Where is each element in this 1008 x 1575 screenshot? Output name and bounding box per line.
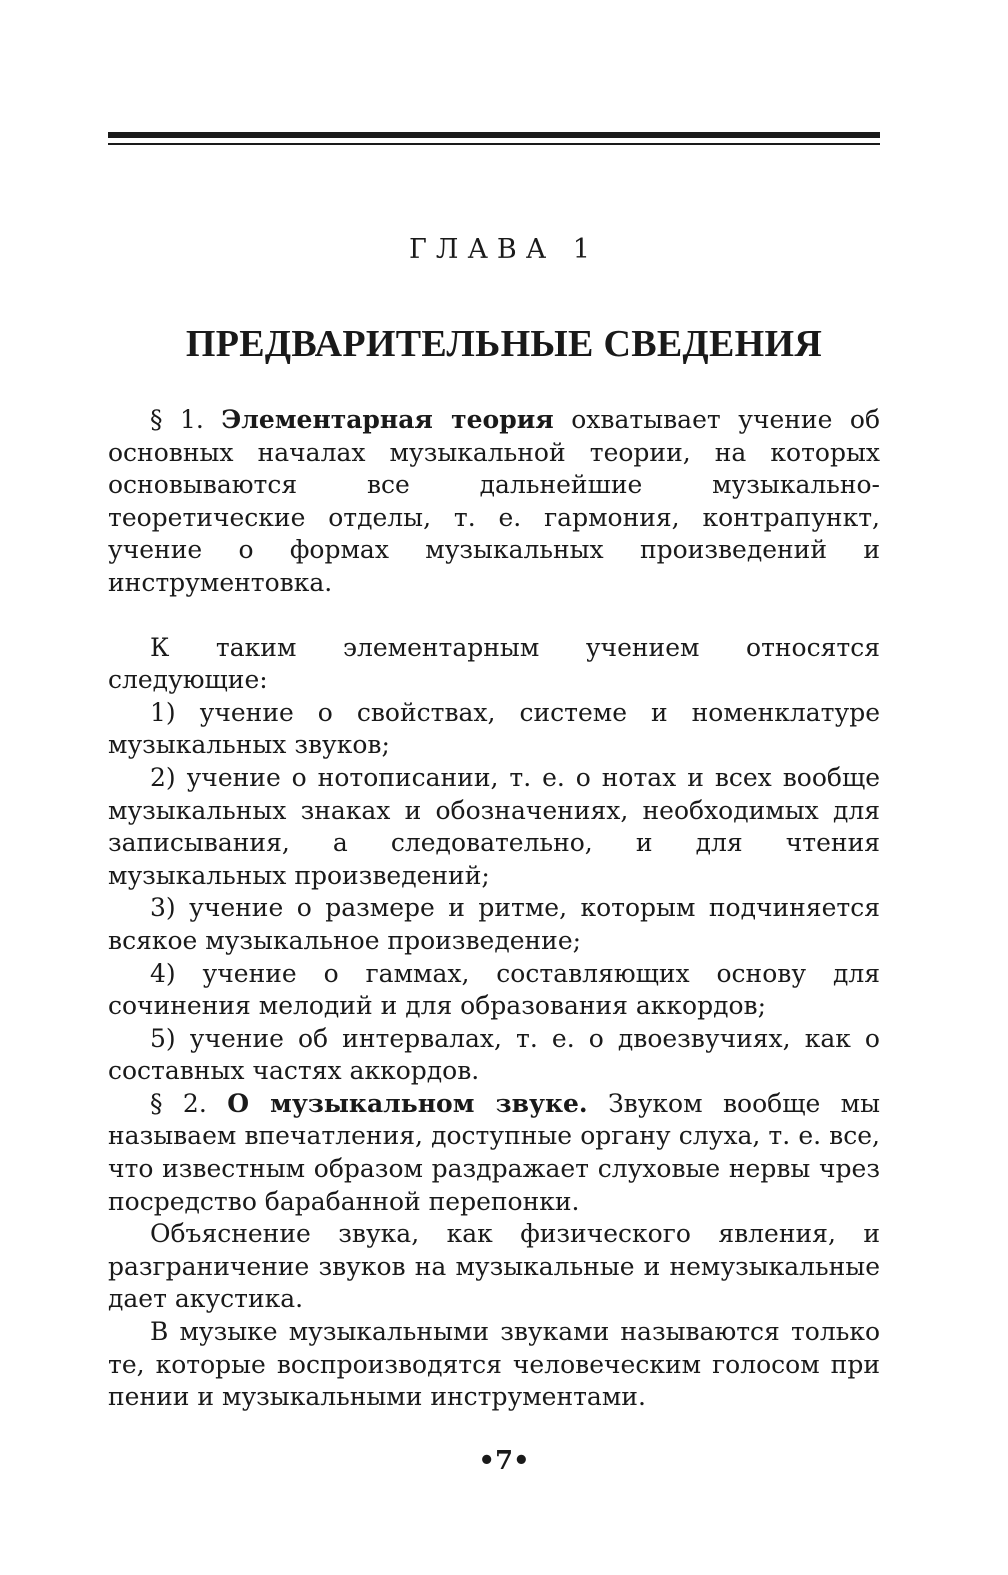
list-item: 2) учение о нотописании, т. е. о нотах и всех вообще музыкальных знаках и обозначениях, необходимых для записывания, а следовательно, и для чтения музыкальных произведений;: [108, 762, 880, 890]
section-number: § 1.: [150, 405, 222, 434]
section-heading: Элементарная теория: [221, 405, 554, 434]
chapter-label: ГЛАВА 1: [409, 234, 599, 265]
list-item: 4) учение о гаммах, составляющих основу для сочинения мелодий и для образования аккордов;: [108, 958, 880, 1021]
paragraph-text: Звуком вообще мы называем впечатления, доступные органу слуха, т. е. все, что известным образом раздражает слуховые нервы чрез посредство барабанной перепонки.: [108, 1088, 881, 1216]
section-heading: О музыкальном звуке.: [227, 1088, 588, 1118]
list-item: 5) учение об интервалах, т. е. о двоезвучиях, как о составных частях аккордов.: [108, 1023, 880, 1086]
paragraph-3: [108, 1088, 880, 1218]
paragraph-text: охватывает учение об основных началах музыкальной теории, на которых основываются все дальнейшие музыкально-теоретические отделы, т. е. гармония, контрапункт, учение о формах музыкальных произведений и инструментовка.: [108, 405, 881, 597]
chapter-title: ПРЕДВАРИТЕЛЬНЫЕ СВЕДЕНИЯ: [185, 323, 823, 365]
body-text: [108, 404, 880, 1414]
section-number: § 2.: [150, 1088, 228, 1118]
paragraph-4: Объяснение звука, как физического явления, и разграничение звуков на музыкальные и немузыкальные дает акустика.: [108, 1219, 880, 1314]
paragraph-2: К таким элементарным учением относятся следующие:: [108, 632, 880, 695]
page-number: •7•: [478, 1446, 530, 1476]
header-rule-thin: [108, 143, 880, 145]
list-item: 1) учение о свойствах, системе и номенклатуре музыкальных звуков;: [108, 697, 880, 760]
paragraph-1: [108, 404, 880, 600]
paragraph-5: В музыке музыкальными звуками называются только те, которые воспроизводятся человеческим голосом при пении и музыкальными инструментами.: [108, 1317, 880, 1412]
header-rule-thick: [108, 132, 880, 138]
list-item: 3) учение о размере и ритме, которым подчиняется всякое музыкальное произведение;: [108, 893, 880, 955]
